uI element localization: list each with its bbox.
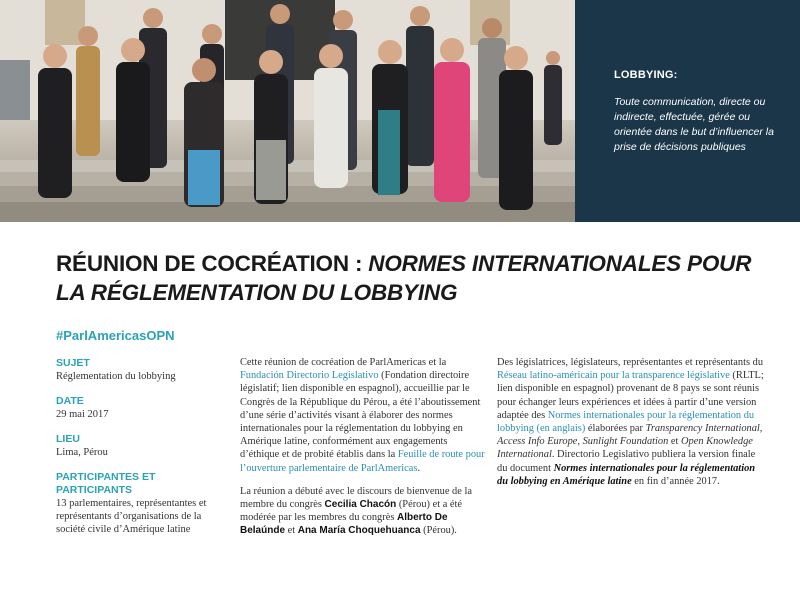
person-name: Cecilia Chacón [324,499,397,511]
lobbying-definition-box [575,0,800,222]
hero-banner [0,0,800,222]
text-segment: . Directorio Legislativo publiera la version finale du document [497,449,756,474]
text-segment: (Pérou). [420,525,457,537]
subject-label: SUJET [56,357,90,369]
participants-value: 13 parlementaires, représentantes et représentants d’organisations de la société civile d’Amérique latine [56,498,207,535]
date-value: 29 mai 2017 [56,409,109,420]
link-normes-internationales[interactable]: Normes internationales pour la réglementation du lobbying (en anglais) [497,409,755,435]
page-title [56,249,776,307]
text-segment: et [285,525,298,537]
paragraph-opening [240,485,486,538]
hashtag: #ParlAmericasOPN [56,328,175,343]
organizations: Transparency International, Access Info Europe, Sunlight Foundation [497,423,763,448]
paragraph-network [497,356,765,488]
title-italic: NORMES INTERNATIONALES POUR LA RÉGLEMENTATION DU LOBBYING [56,251,752,305]
person-name: Ana María Choquehuanca [297,525,421,537]
paragraph-intro [240,356,486,475]
date-label: DATE [56,395,84,407]
body-column-2 [497,356,765,498]
text-segment: en fin d’année 2017. [631,475,720,487]
text-segment: élaborées par [585,423,646,435]
group-photo [0,0,575,222]
link-feuille-de-route[interactable]: Feuille de route pour l’ouverture parlementaire de ParlAmericas [240,449,485,474]
text-segment: La réunion a débuté avec le discours de bienvenue de la membre du congrès [240,485,472,511]
participants-label: PARTICIPANTES ET PARTICIPANTS [56,471,156,496]
body-column-1 [240,356,486,548]
definition-title: LOBBYING: [614,69,678,81]
text-segment: (Fondation directoire législatif; lien disponible en espagnol), accueillie par le Congrès de la République du Pérou, a été l’aboutissement d’une série d’activités visant à élaborer des normes internationales pour la réglementation du lobbying en Amérique latine, conformément aux engagements d’éthique et de probité établis dans la [240,370,481,461]
definition-text: Toute communication, directe ou indirecte, effectuée, gérée ou orientée dans le but d’influencer la prise de décisions publiques [614,96,774,153]
document-title: Normes internationales pour la réglementation du lobbying en Amérique latine [497,462,756,487]
link-rltl[interactable]: Réseau latino-américain pour la transparence législative [497,370,730,382]
organization: Open Knowledge International [497,436,753,461]
text-segment: . [417,462,421,474]
subject-value: Réglementation du lobbying [56,371,176,382]
group-photo-illustration [0,0,575,222]
text-segment: Cette réunion de cocréation de ParlAmericas et la [240,357,447,368]
text-segment: Des législatrices, législateurs, représentantes et représentants du [497,357,764,368]
location-label: LIEU [56,433,80,445]
location-value: Lima, Pérou [56,447,108,458]
person-name: Alberto De Belaúnde [240,512,448,537]
event-details [56,357,226,548]
link-directorio-legislativo[interactable]: Fundación Directorio Legislativo [240,370,379,382]
text-segment: (RLTL; lien disponible en espagnol) provenant de 8 pays se sont réunis pour échanger leurs expériences et idées à partir d’une version adaptée des [497,370,764,421]
title-prefix: RÉUNION DE COCRÉATION : [56,251,369,276]
text-segment: et [668,436,682,448]
text-segment: (Pérou) et a été modérée par les membres du congrès [240,499,463,524]
